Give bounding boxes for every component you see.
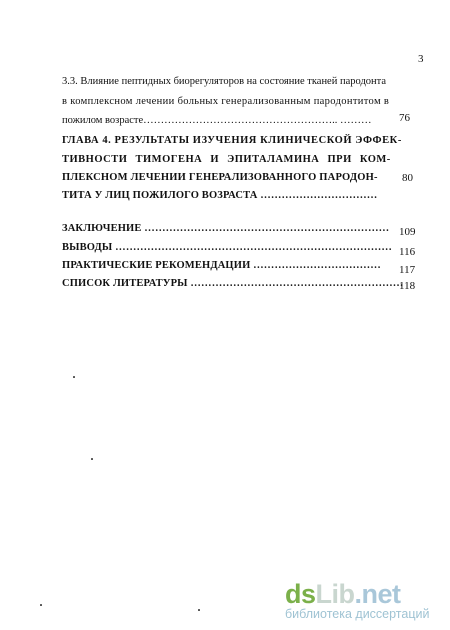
toc-page-number: 117 bbox=[399, 264, 416, 276]
scan-speck bbox=[198, 609, 200, 611]
watermark-tagline: библиотека диссертаций bbox=[285, 607, 430, 621]
toc-line: 3.3. Влияние пептидных биорегуляторов на состояние тканей пародонта bbox=[62, 76, 387, 87]
toc-page-number: 116 bbox=[399, 246, 416, 258]
toc-page-number: 118 bbox=[399, 280, 416, 292]
toc-line: ГЛАВА 4. РЕЗУЛЬТАТЫ ИЗУЧЕНИЯ КЛИНИЧЕСКОЙ ЭФФЕК- bbox=[62, 135, 402, 146]
toc-line: ТИВНОСТИ ТИМОГЕНА И ЭПИТАЛАМИНА ПРИ КОМ- bbox=[62, 154, 391, 165]
watermark bbox=[285, 580, 445, 624]
toc-line: в комплексном лечении больных генерализованным пародонтитом в bbox=[62, 96, 390, 107]
scan-speck bbox=[40, 604, 42, 606]
toc-line: ЗАКЛЮЧЕНИЕ …………………………………………………………… bbox=[62, 223, 390, 234]
toc-page-number: 109 bbox=[399, 226, 416, 238]
toc-line: пожилом возрасте……………………………………………….. ……… bbox=[62, 115, 372, 126]
scan-speck bbox=[73, 376, 75, 378]
toc-line: ТИТА У ЛИЦ ПОЖИЛОГО ВОЗРАСТА …………………………… bbox=[62, 190, 378, 201]
page-number: 3 bbox=[418, 53, 424, 65]
toc-page-number: 76 bbox=[399, 112, 410, 124]
toc-line: ПРАКТИЧЕСКИЕ РЕКОМЕНДАЦИИ ……………………………… bbox=[62, 260, 381, 271]
scan-speck bbox=[91, 458, 93, 460]
watermark-logo: dsLib.net bbox=[285, 579, 401, 609]
toc-line: ПЛЕКСНОМ ЛЕЧЕНИИ ГЕНЕРАЛИЗОВАННОГО ПАРОДОН- bbox=[62, 172, 378, 183]
toc-line: СПИСОК ЛИТЕРАТУРЫ …………………………………………………… bbox=[62, 278, 404, 289]
toc-line: ВЫВОДЫ …………………………………………………………………… bbox=[62, 242, 393, 253]
toc-page-number: 80 bbox=[402, 172, 413, 184]
